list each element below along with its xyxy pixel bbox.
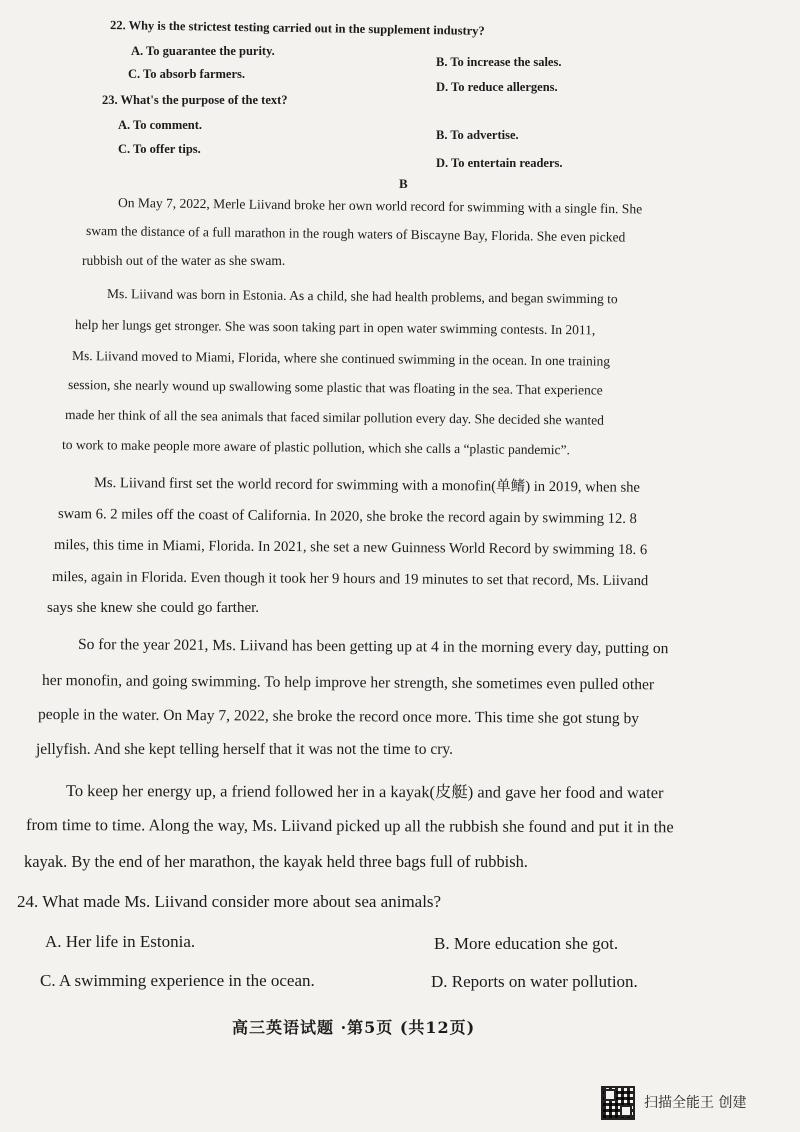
q24-option-a: A. Her life in Estonia. — [45, 932, 196, 951]
passage-p5-line-2: from time to time. Along the way, Ms. Liivand picked up all the rubbish she found and put it in the — [25, 815, 674, 837]
scanner-watermark: 扫描全能王 创建 — [644, 1095, 747, 1111]
passage-p4-line-4: jellyfish. And she kept telling herself that it was not the time to cry. — [36, 741, 453, 758]
q22-option-c: C. To absorb farmers. — [128, 67, 246, 81]
passage-p4-line-2: her monofin, and going swimming. To help improve her strength, she sometimes even pulled other — [41, 672, 655, 694]
passage-p5-line-1: To keep her energy up, a friend followed her in a kayak(皮艇) and gave her food and water — [65, 781, 664, 803]
passage-p3-line-4: miles, again in Florida. Even though it took her 9 hours and 19 minutes to set that record, Ms. Liivand — [51, 569, 649, 590]
q22-option-d: D. To reduce allergens. — [436, 80, 558, 94]
question-22: 22. Why is the strictest testing carried out in the supplement industry? — [109, 18, 485, 38]
question-23: 23. What's the purpose of the text? — [102, 93, 288, 107]
section-label: B — [399, 176, 408, 191]
page-footer: 高三英语试题 ·第5页 (共12页) — [232, 1018, 476, 1037]
q22-option-a: A. To guarantee the purity. — [131, 44, 275, 58]
passage-p3-line-2: swam 6. 2 miles off the coast of California. In 2020, she broke the record again by swimming 12. 8 — [57, 506, 637, 528]
q24-option-b: B. More education she got. — [434, 934, 619, 953]
q23-option-a: A. To comment. — [118, 118, 203, 132]
passage-p3-line-5: says she knew she could go farther. — [47, 600, 260, 616]
passage-p2-line-2: help her lungs get stronger. She was soon taking part in open water swimming contests. In 2011, — [74, 317, 596, 338]
q23-option-b: B. To advertise. — [436, 128, 519, 142]
q23-option-d: D. To entertain readers. — [436, 156, 563, 170]
passage-p1-line-3: rubbish out of the water as she swam. — [82, 253, 286, 268]
q24-option-c: C. A swimming experience in the ocean. — [40, 971, 315, 990]
passage-p2-line-3: Ms. Liivand moved to Miami, Florida, where she continued swimming in the ocean. In one training — [71, 348, 611, 369]
question-24: 24. What made Ms. Liivand consider more about sea animals? — [17, 892, 442, 911]
q22-option-b: B. To increase the sales. — [436, 55, 562, 69]
q23-option-c: C. To offer tips. — [118, 142, 201, 156]
passage-p1-line-1: On May 7, 2022, Merle Liivand broke her own world record for swimming with a single fin. She — [117, 195, 643, 217]
qr-code-icon — [601, 1086, 635, 1120]
passage-p4-line-1: So for the year 2021, Ms. Liivand has been getting up at 4 in the morning every day, putting on — [77, 636, 669, 658]
passage-p2-line-4: session, she nearly wound up swallowing some plastic that was floating in the sea. That experience — [67, 377, 603, 398]
passage-p5-line-3: kayak. By the end of her marathon, the kayak held three bags full of rubbish. — [24, 852, 528, 871]
passage-p1-line-2: swam the distance of a full marathon in the rough waters of Biscayne Bay, Florida. She even picked — [85, 223, 626, 245]
passage-p3-line-1: Ms. Liivand first set the world record for swimming with a monofin(单鳍) in 2019, when she — [93, 475, 641, 496]
passage-p2-line-5: made her think of all the sea animals that faced similar pollution every day. She decided she wanted — [64, 407, 605, 428]
passage-p4-line-3: people in the water. On May 7, 2022, she broke the record once more. This time she got stung by — [37, 706, 640, 728]
passage-p2-line-6: to work to make people more aware of plastic pollution, which she calls a “plastic pandemic”. — [61, 437, 571, 458]
passage-p3-line-3: miles, this time in Miami, Florida. In 2021, she set a new Guinness World Record by swimming 18. 6 — [53, 537, 648, 559]
q24-option-d: D. Reports on water pollution. — [431, 972, 638, 991]
passage-p2-line-1: Ms. Liivand was born in Estonia. As a child, she had health problems, and began swimming to — [106, 286, 618, 307]
